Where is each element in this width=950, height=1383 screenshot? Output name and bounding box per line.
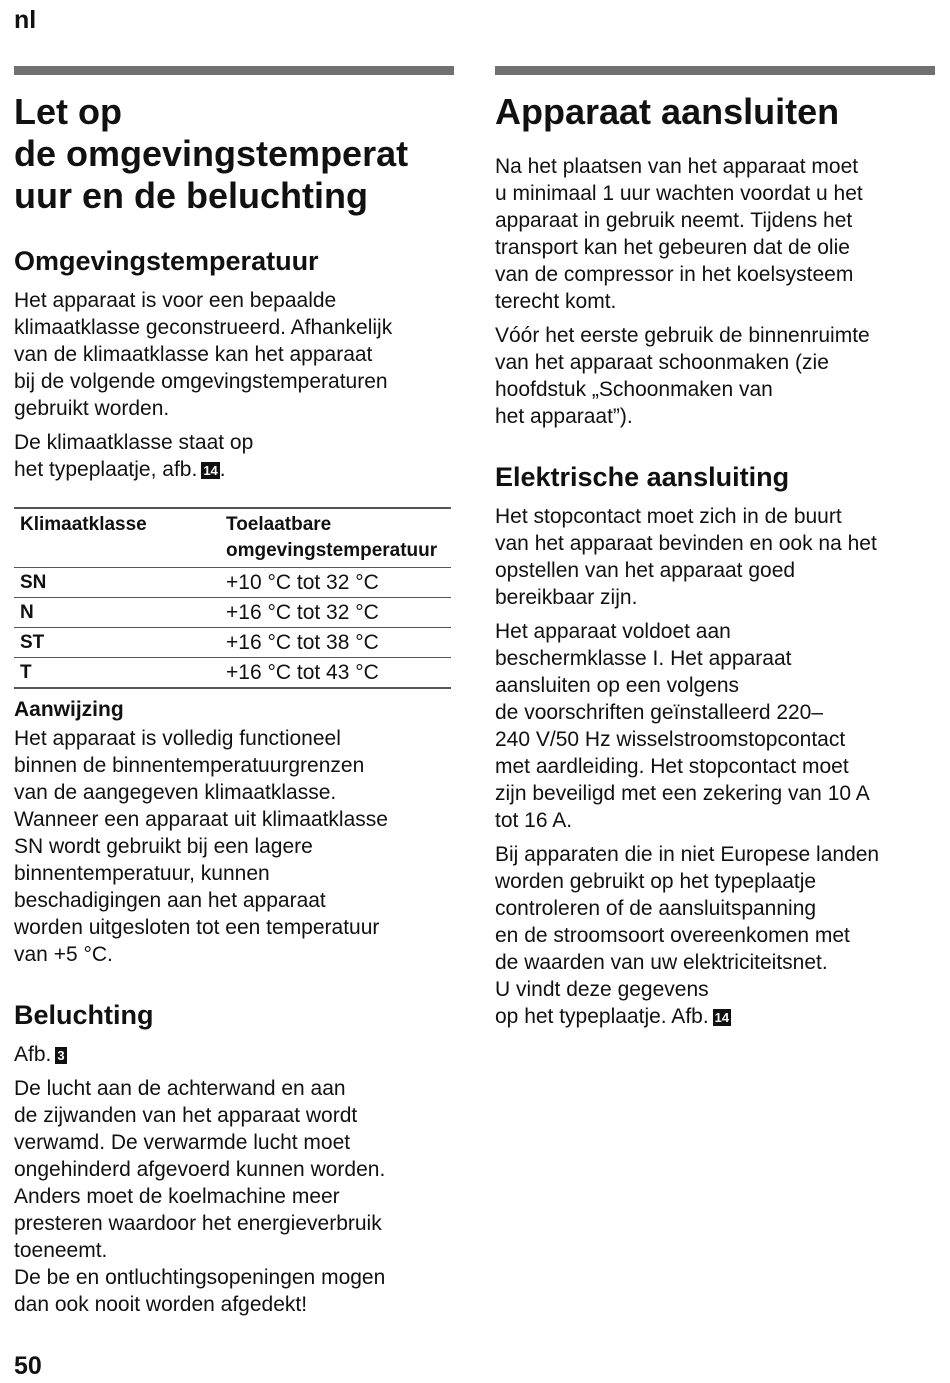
table-cell-class: ST (20, 632, 45, 653)
figure-reference-text: Afb. (14, 1043, 52, 1066)
type-plate-text: De klimaatklasse staat op het typeplaatje, afb. (14, 431, 254, 481)
heading-ambient-temperature: Omgevingstemperatuur (14, 246, 319, 276)
heading-ventilation: Beluchting (14, 1000, 154, 1030)
left-column (14, 66, 454, 1325)
note-text: Het apparaat is volledig functioneel binnen de binnentemperatuurgrenzen van de aangegeven klimaatklasse. Wanneer een apparaat uit klimaatklasse SN wordt gebruikt bij een lagere binnentemperatuur, kunnen beschadigingen aan het apparaat worden uitgesloten tot een temperatuur van +5 °C. (14, 727, 388, 966)
table-cell-temperature: +16 °C tot 32 °C (226, 601, 379, 624)
paragraph-protection-class: Het apparaat voldoet aan beschermklasse I. Het apparaat aansluiten op een volgens de voorschriften geïnstalleerd 220– 240 V/50 Hz wisselstroomstopcontact met aardleiding. Het stopcontact moet zijn beveiligd met een zekering van 10 A tot 16 A. (495, 620, 870, 832)
paragraph-type-plate (14, 429, 454, 483)
figure-reference (14, 1041, 454, 1068)
page-number: 50 (14, 1352, 42, 1380)
paragraph-wait-time: Na het plaatsen van het apparaat moet u minimaal 1 uur wachten voordat u het apparaat in gebruik neemt. Tijdens het transport kan het gebeuren dat de olie van de compressor in het koelsysteem terecht komt. (495, 155, 863, 313)
table-row (14, 568, 451, 598)
paragraph-socket: Het stopcontact moet zich in de buurt van het apparaat bevinden en ook na het opstellen van het apparaat goed bereikbaar zijn. (495, 505, 877, 609)
note-heading: Aanwijzing (14, 698, 124, 721)
table-cell-temperature: +10 °C tot 32 °C (226, 571, 379, 594)
climate-class-table (14, 507, 451, 689)
page-title-connect: Apparaat aansluiten (495, 91, 840, 132)
column-header-temperature: Toelaatbare omgevingstemperatuur (226, 514, 438, 561)
right-column (495, 66, 935, 1037)
table-cell-class: T (20, 662, 32, 683)
table-cell-temperature: +16 °C tot 43 °C (226, 661, 379, 684)
non-european-text: Bij apparaten die in niet Europese landen worden gebruikt op het typeplaatje controleren of de aansluitspanning en de stroomsoort overeenkomen met de waarden van uw elektriciteitsnet. U vindt deze gegevens op het typeplaatje. Afb. (495, 843, 880, 1028)
paragraph-cleaning: Vóór het eerste gebruik de binnenruimte van het apparaat schoonmaken (zie hoofdstuk „Schoonmaken van het apparaat”). (495, 324, 870, 428)
table-row (14, 658, 451, 689)
figure-reference-badge: 3 (57, 1048, 65, 1063)
paragraph-climate-class: Het apparaat is voor een bepaalde klimaatklasse geconstrueerd. Afhankelijk van de klimaatklasse kan het apparaat bij de volgende omgevingstemperaturen gebruikt worden. (14, 289, 393, 420)
spacer (14, 975, 454, 999)
sentence-end: . (219, 458, 226, 481)
table-cell-temperature: +16 °C tot 38 °C (226, 631, 379, 654)
paragraph-ventilation: De lucht aan de achterwand en aan de zijwanden van het apparaat wordt verwamd. De verwarmde lucht moet ongehinderd afgevoerd kunnen worden. Anders moet de koelmachine meer presteren waardoor het energieverbruik toeneemt. De be en ontluchtingsopeningen mogen dan ook nooit worden afgedekt! (14, 1077, 386, 1316)
table-cell-class: N (20, 602, 34, 623)
paragraph-non-european (495, 841, 935, 1030)
heading-electrical-connection: Elektrische aansluiting (495, 462, 790, 492)
table-row (14, 598, 451, 628)
spacer (495, 437, 935, 461)
table-header-row (14, 508, 451, 568)
table-row (14, 628, 451, 658)
table-cell-class: SN (20, 572, 47, 593)
language-label: nl (14, 6, 37, 34)
column-header-class: Klimaatklasse (20, 514, 147, 535)
figure-reference-badge: 14 (714, 1010, 730, 1025)
page-title-ambient: Let op de omgevingstemperat uur en de beluchting (14, 91, 409, 216)
figure-reference-badge: 14 (203, 463, 218, 478)
section-rule (14, 66, 454, 75)
section-rule (495, 66, 935, 75)
